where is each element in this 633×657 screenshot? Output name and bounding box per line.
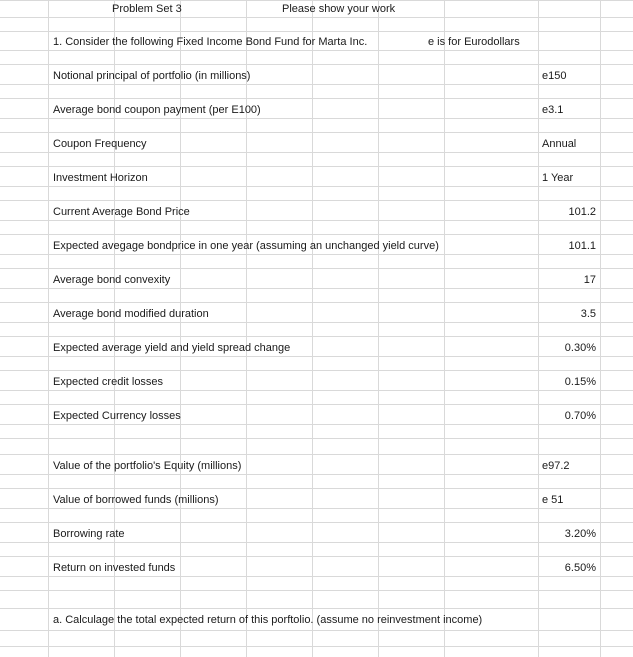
row-value-currency-losses: 0.70%	[564, 410, 596, 422]
row-value-credit-losses: 0.15%	[564, 376, 596, 388]
row-label-current-bond-price: Current Average Bond Price	[53, 206, 190, 218]
row-label-coupon-payment: Average bond coupon payment (per E100)	[53, 104, 261, 116]
currency-note: e is for Eurodollars	[428, 36, 520, 48]
row-label-portfolio-equity: Value of the portfolio's Equity (millions)	[53, 460, 242, 472]
row-label-investment-horizon: Investment Horizon	[53, 172, 148, 184]
row-label-currency-losses: Expected Currency losses	[53, 410, 181, 422]
row-label-expected-bond-price: Expected avegage bondprice in one year (assuming an unchanged yield curve)	[53, 240, 439, 252]
row-label-convexity: Average bond convexity	[53, 274, 171, 286]
row-value-coupon-payment: e3.1	[542, 104, 564, 116]
row-label-modified-duration: Average bond modified duration	[53, 308, 209, 320]
row-value-yield-change: 0.30%	[564, 342, 596, 354]
row-value-expected-bond-price: 101.1	[568, 240, 596, 252]
row-value-modified-duration: 3.5	[580, 308, 596, 320]
instruction-text: Please show your work	[282, 3, 396, 15]
row-label-notional-principal: Notional principal of portfolio (in millions)	[53, 70, 251, 82]
question-intro: 1. Consider the following Fixed Income Bond Fund for Marta Inc.	[53, 36, 368, 48]
row-value-return-invested: 6.50%	[564, 562, 596, 574]
problem-set-title: Problem Set 3	[112, 3, 182, 15]
row-label-borrowed-funds: Value of borrowed funds (millions)	[53, 494, 219, 506]
question-a: a. Calculage the total expected return of this porftolio. (assume no reinvestment income)	[53, 614, 483, 626]
row-value-portfolio-equity: e97.2	[542, 460, 570, 472]
row-value-borrowing-rate: 3.20%	[564, 528, 596, 540]
row-label-coupon-frequency: Coupon Frequency	[53, 138, 147, 150]
row-value-investment-horizon: 1 Year	[542, 172, 574, 184]
row-value-notional-principal: e150	[542, 70, 567, 82]
row-label-credit-losses: Expected credit losses	[53, 376, 164, 388]
row-value-coupon-frequency: Annual	[542, 138, 577, 150]
row-label-return-invested: Return on invested funds	[53, 562, 176, 574]
row-value-borrowed-funds: e 51	[542, 494, 564, 506]
row-label-borrowing-rate: Borrowing rate	[53, 528, 125, 540]
row-value-current-bond-price: 101.2	[568, 206, 596, 218]
row-value-convexity: 17	[583, 274, 596, 286]
row-label-yield-change: Expected average yield and yield spread change	[53, 342, 291, 354]
